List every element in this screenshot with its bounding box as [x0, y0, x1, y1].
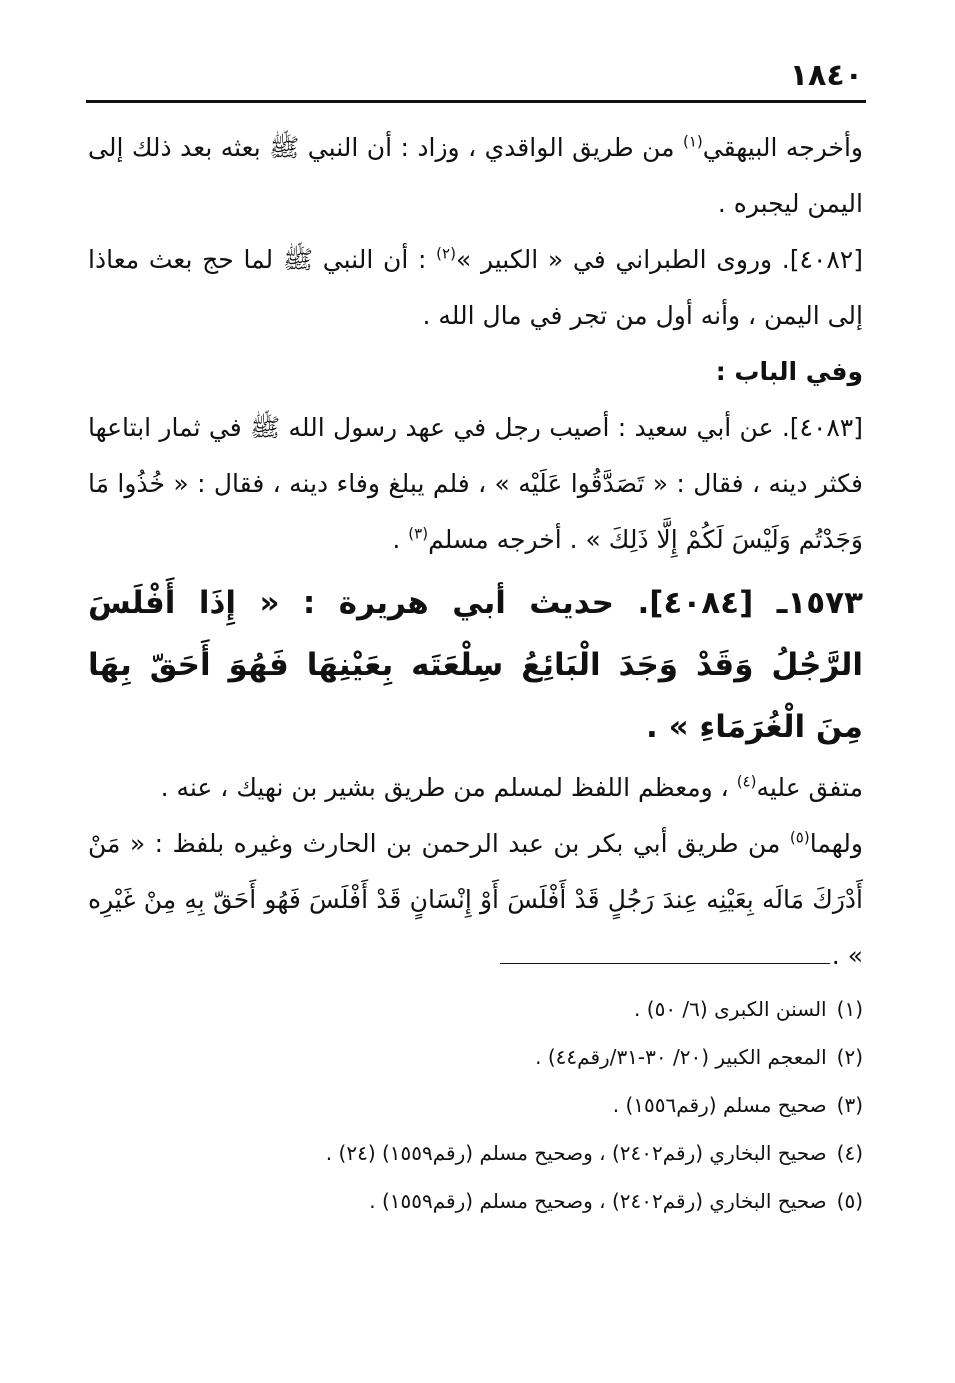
page-number: ١٨٤٠: [789, 58, 863, 93]
footnote-rule: [500, 963, 830, 964]
footnote-text: المعجم الكبير (٢٠/ ٣٠-٣١/رقم٤٤) .: [535, 1045, 827, 1069]
paragraph-text: [٤٠٨٣]. عن أبي سعيد : أصيب رجل في عهد رسول الله ﷺ في ثمار ابتاعها فكثر دينه ، فقال : « تَصَدَّقُوا عَلَيْه » ، فلم يبلغ وفاء دينه ، فقال : « خُذُوا مَا وَجَدْتُم وَلَيْسَ لَكُمْ إِلَّا ذَلِكَ » . أخرجه مسلم: [88, 413, 863, 554]
paragraph-4082: [88, 232, 863, 344]
footnote-number: (١): [836, 997, 863, 1021]
paragraph-text: ولهما: [809, 829, 863, 858]
footnote-number: (٤): [836, 1141, 863, 1165]
footnote-text: صحيح البخاري (رقم٢٤٠٢) ، وصحيح مسلم (رقم١٥٥٩) (٢٤) .: [325, 1141, 827, 1165]
paragraph-text: من طريق أبي بكر بن عبد الرحمن بن الحارث وغيره بلفظ : « مَنْ أَدْرَكَ مَالَه بِعَيْنِه عِندَ رَجُلٍ قَدْ أَفْلَسَ أَوْ إِنْسَانٍ قَدْ أَفْلَسَ فَهُو أَحَقّ بِهِ مِنْ غَيْرِه » .: [88, 829, 863, 970]
footnote-ref[interactable]: (١): [682, 132, 703, 151]
paragraph-text: من طريق الواقدي ، وزاد : أن النبي ﷺ بعثه بعد ذلك إلى اليمن ليجبره .: [88, 133, 863, 218]
footnote: [88, 1177, 863, 1225]
footnote-ref[interactable]: (٤): [736, 772, 757, 791]
section-heading: [88, 344, 863, 400]
footnote-text: السنن الكبرى (٦/ ٥٠) .: [634, 997, 827, 1021]
header-rule: [86, 100, 866, 103]
footnote-number: (٣): [836, 1093, 863, 1117]
footnote-number: (٢): [836, 1045, 863, 1069]
paragraph-text: : أن النبي ﷺ لما حج بعث معاذا إلى اليمن ، وأنه أول من تجر في مال الله .: [88, 245, 863, 330]
footnote-number: (٥): [836, 1189, 863, 1213]
paragraph-4083: [88, 400, 863, 568]
footnotes: [88, 985, 863, 1225]
footnote: [88, 1129, 863, 1177]
paragraph-text: [٤٠٨٢]. وروى الطبراني في « الكبير »: [455, 245, 863, 274]
footnote-text: صحيح مسلم (رقم١٥٥٦) .: [612, 1093, 827, 1117]
footnote-ref[interactable]: (٣): [408, 524, 429, 543]
footnote-text: صحيح البخاري (رقم٢٤٠٢) ، وصحيح مسلم (رقم١٥٥٩) .: [369, 1189, 827, 1213]
paragraph-text: .: [392, 525, 401, 554]
paragraph-bayhaqi: [88, 120, 863, 232]
paragraph-text: متفق عليه: [756, 773, 863, 802]
paragraph-text: وأخرجه البيهقي: [702, 133, 864, 162]
paragraph-muttafaq: [88, 760, 863, 816]
footnote-ref[interactable]: (٢): [436, 244, 456, 263]
footnote-ref[interactable]: (٥): [789, 828, 810, 847]
footnote: [88, 985, 863, 1033]
paragraph-walahuma: [88, 816, 863, 984]
heading-text: وفي الباب :: [715, 357, 863, 386]
footnote: [88, 1033, 863, 1081]
footnote: [88, 1081, 863, 1129]
hadith-1573: ١٥٧٣ـ [٤٠٨٤]. حديث أبي هريرة : « إِذَا أَفْلَسَ الرَّجُلُ وَقَدْ وَجَدَ الْبَائِعُ سِلْعَتَه بِعَيْنِهَا فَهُوَ أَحَقّ بِهَا مِنَ الْغُرَمَاءِ » .: [88, 585, 863, 745]
paragraph-text: ، ومعظم اللفظ لمسلم من طريق بشير بن نهيك ، عنه .: [160, 773, 729, 802]
main-text: [88, 120, 863, 984]
